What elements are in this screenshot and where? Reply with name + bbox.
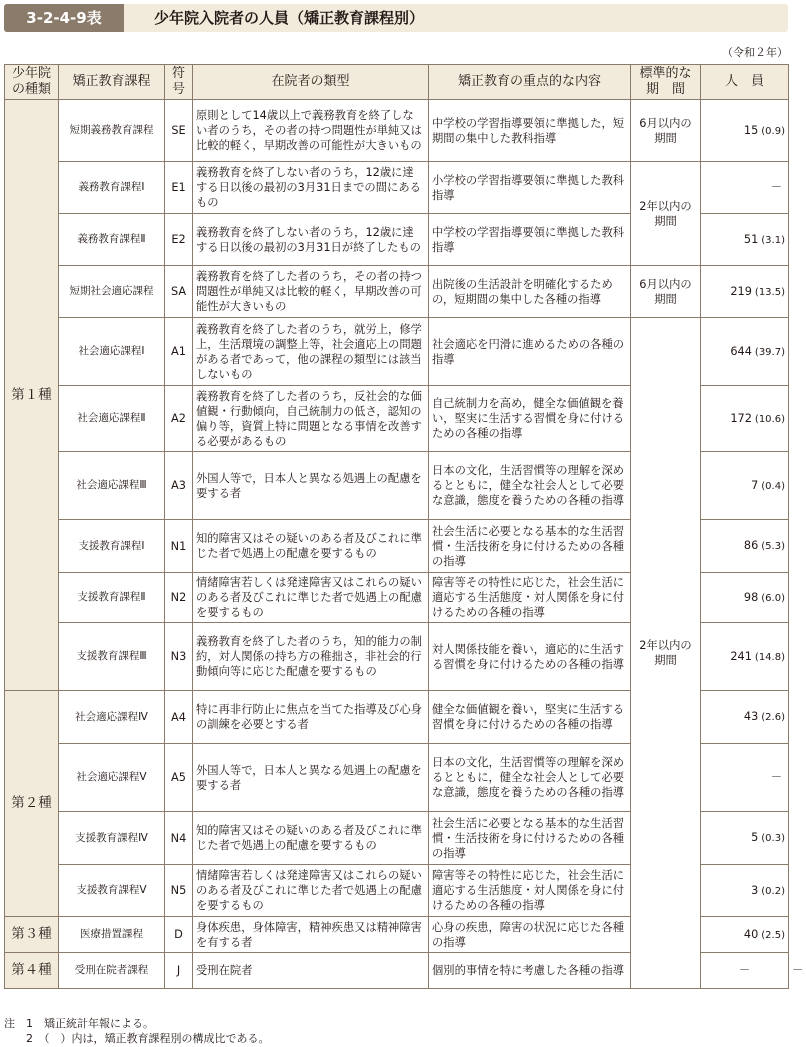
course-cell: 義務教育課程Ⅰ [59, 162, 165, 214]
period-cell: 2年以内の期間 [631, 318, 701, 989]
count-value: 86 [743, 539, 759, 552]
category-cell: 身体疾患，身体障害，精神疾患又は精神障害を有する者 [193, 917, 429, 953]
period-cell: 6月以内の期間 [631, 100, 701, 162]
code-cell: N4 [165, 812, 193, 865]
focus-cell: 健全な価値観を養い，堅実に生活する習慣を身に付けるための各種の指導 [429, 691, 631, 744]
count-pct: (13.5) [754, 286, 785, 298]
header-period: 標準的な期 間 [631, 65, 701, 100]
course-cell: 支援教育課程Ⅳ [59, 812, 165, 865]
count-cell [701, 812, 789, 865]
focus-cell: 小学校の学習指導要領に準拠した教科指導 [429, 162, 631, 214]
course-cell: 医療措置課程 [59, 917, 165, 953]
course-cell: 支援教育課程Ⅰ [59, 520, 165, 573]
type-cell: 第３種 [5, 917, 59, 953]
count-value: 644 [730, 344, 752, 358]
code-cell: N5 [165, 865, 193, 917]
focus-cell: 中学校の学習指導要領に準拠した教科指導 [429, 214, 631, 266]
category-cell: 義務教育を終了しない者のうち，12歳に達する日以後の最初の3月31日までの間にあるもの [193, 162, 429, 214]
year-label: （令和２年） [722, 46, 788, 59]
count-pct: (0.3) [761, 833, 785, 844]
header-focus: 矯正教育の重点的な内容 [429, 65, 631, 100]
header-count: 人 員 [701, 65, 789, 100]
count-value: 43 [743, 710, 759, 723]
count-pct: (2.5) [761, 929, 785, 941]
header-code: 符号 [165, 65, 193, 100]
count-pct: (14.8) [754, 651, 785, 663]
category-cell: 外国人等で，日本人と異なる処遇上の配慮を要する者 [193, 452, 429, 520]
count-value: － [792, 963, 804, 977]
table-title: 少年院入院者の人員（矯正教育課程別） [154, 9, 425, 27]
count-value: 15 [743, 123, 759, 137]
category-cell: 義務教育を終了した者のうち，就労上，修学上，生活環境の調整上等，社会適応上の問題がある者であって，他の課程の類型には該当しないもの [193, 318, 429, 386]
count-cell [701, 691, 789, 744]
count-value: 219 [730, 284, 752, 298]
category-cell: 特に再非行防止に焦点を当てた指導及び心身の訓練を必要とする者 [193, 691, 429, 744]
course-cell: 支援教育課程Ⅲ [59, 623, 165, 691]
code-cell: N2 [165, 573, 193, 623]
course-cell: 社会適応課程Ⅲ [59, 452, 165, 520]
period-cell: 2年以内の期間 [631, 162, 701, 266]
footnote: 2 （ ）内は，矯正教育課程別の構成比である。 [4, 1032, 270, 1045]
count-value: 5 [751, 831, 759, 844]
count-cell [701, 100, 789, 162]
count-value: － [770, 180, 782, 194]
code-cell: A2 [165, 386, 193, 452]
footnotes [4, 1016, 270, 1046]
count-pct: (0.9) [761, 125, 785, 137]
course-cell: 短期義務教育課程 [59, 100, 165, 162]
count-cell [701, 162, 789, 214]
count-value: － [770, 770, 782, 784]
type-cell: 第１種 [5, 100, 59, 691]
count-cell [701, 214, 789, 266]
focus-cell: 障害等その特性に応じた，社会生活に適応する生活態度・対人関係を身に付けるための各種の指導 [429, 865, 631, 917]
footnote: 注 1 矯正統計年報による。 [4, 1017, 154, 1030]
count-cell [701, 573, 789, 623]
count-cell [701, 917, 789, 953]
count-cell [701, 318, 789, 386]
count-value: 51 [743, 232, 759, 246]
focus-cell: 社会生活に必要となる基本的な生活習慣・生活技術を身に付けるための各種の指導 [429, 520, 631, 573]
table-row [5, 100, 789, 162]
count-cell [701, 266, 789, 318]
focus-cell: 中学校の学習指導要領に準拠した，短期間の集中した教科指導 [429, 100, 631, 162]
category-cell: 情緒障害若しくは発達障害又はこれらの疑いのある者及びこれに準じた者で処遇上の配慮を要するもの [193, 865, 429, 917]
count-pct: (39.7) [754, 346, 785, 358]
count-pct: (2.6) [761, 712, 785, 723]
type-cell: 第４種 [5, 953, 59, 989]
code-cell: A4 [165, 691, 193, 744]
course-cell: 支援教育課程Ⅴ [59, 865, 165, 917]
focus-cell: 出院後の生活設計を明確化するための，短期間の集中した各種の指導 [429, 266, 631, 318]
focus-cell: 社会適応を円滑に進めるための各種の指導 [429, 318, 631, 386]
table-id: 3-2-4-9表 [4, 4, 124, 32]
code-cell: A5 [165, 744, 193, 812]
count-value: 7 [751, 478, 759, 492]
code-cell: A3 [165, 452, 193, 520]
course-cell: 義務教育課程Ⅱ [59, 214, 165, 266]
count-cell [701, 386, 789, 452]
code-cell: J [165, 953, 193, 989]
table-row [5, 318, 789, 386]
count-value: 3 [751, 883, 759, 897]
code-cell: N1 [165, 520, 193, 573]
category-cell: 受刑在院者 [193, 953, 429, 989]
category-cell: 義務教育を終了した者のうち，反社会的な価値観・行動傾向，自己統制力の低さ，認知の偏り等，資質上特に問題となる事情を改善する必要があるもの [193, 386, 429, 452]
category-cell: 義務教育を終了した者のうち，その者の持つ問題性が単純又は比較的軽く，早期改善の可能性が大きいもの [193, 266, 429, 318]
category-cell: 知的障害又はその疑いのある者及びこれに準じた者で処遇上の配慮を要するもの [193, 520, 429, 573]
category-cell: 知的障害又はその疑いのある者及びこれに準じた者で処遇上の配慮を要するもの [193, 812, 429, 865]
table-row [5, 266, 789, 318]
code-cell: SE [165, 100, 193, 162]
count-cell [701, 452, 789, 520]
count-pct: (0.4) [761, 480, 785, 492]
code-cell: E2 [165, 214, 193, 266]
code-cell: A1 [165, 318, 193, 386]
category-cell: 外国人等で，日本人と異なる処遇上の配慮を要する者 [193, 744, 429, 812]
course-cell: 受刑在院者課程 [59, 953, 165, 989]
course-cell: 社会適応課程Ⅱ [59, 386, 165, 452]
count-value: 172 [730, 411, 752, 425]
count-pct: (5.3) [761, 541, 785, 552]
count-pct: (6.0) [761, 592, 785, 604]
count-pct: (10.6) [754, 413, 785, 425]
course-cell: 社会適応課程Ⅰ [59, 318, 165, 386]
count-value: 40 [743, 927, 759, 941]
header-course: 矯正教育課程 [59, 65, 165, 100]
focus-cell: 日本の文化，生活習慣等の理解を深めるとともに，健全な社会人として必要な意識，態度を養うための各種の指導 [429, 452, 631, 520]
type-cell: 第２種 [5, 691, 59, 917]
focus-cell: 障害等その特性に応じた，社会生活に適応する生活態度・対人関係を身に付けるための各種の指導 [429, 573, 631, 623]
code-cell: SA [165, 266, 193, 318]
period-cell: － [701, 953, 789, 989]
category-cell: 義務教育を終了した者のうち，知的能力の制約，対人関係の持ち方の稚拙さ，非社会的行動傾向等に応じた配慮を要するもの [193, 623, 429, 691]
category-cell: 情緒障害若しくは発達障害又はこれらの疑いのある者及びこれに準じた者で処遇上の配慮を要するもの [193, 573, 429, 623]
count-pct: (0.2) [761, 885, 785, 897]
count-cell [701, 520, 789, 573]
header-row [5, 65, 789, 100]
count-cell [701, 744, 789, 812]
header-category: 在院者の類型 [193, 65, 429, 100]
code-cell: N3 [165, 623, 193, 691]
course-cell: 社会適応課程Ⅴ [59, 744, 165, 812]
table-row [5, 162, 789, 214]
header-type: 少年院の種類 [5, 65, 59, 100]
main-table [4, 64, 804, 989]
course-cell: 支援教育課程Ⅱ [59, 573, 165, 623]
code-cell: E1 [165, 162, 193, 214]
focus-cell: 自己統制力を高め，健全な価値観を養い，堅実に生活する習慣を身に付けるための各種の指導 [429, 386, 631, 452]
category-cell: 原則として14歳以上で義務教育を終了しない者のうち，その者の持つ問題性が単純又は比較的軽く，早期改善の可能性が大きいもの [193, 100, 429, 162]
focus-cell: 個別的事情を特に考慮した各種の指導 [429, 953, 631, 989]
count-value: 241 [730, 649, 752, 663]
course-cell: 短期社会適応課程 [59, 266, 165, 318]
focus-cell: 心身の疾患，障害の状況に応じた各種の指導 [429, 917, 631, 953]
focus-cell: 日本の文化，生活習慣等の理解を深めるとともに，健全な社会人として必要な意識，態度を養うための各種の指導 [429, 744, 631, 812]
focus-cell: 対人関係技能を養い，適応的に生活する習慣を身に付けるための各種の指導 [429, 623, 631, 691]
focus-cell: 社会生活に必要となる基本的な生活習慣・生活技術を身に付けるための各種の指導 [429, 812, 631, 865]
category-cell: 義務教育を終了しない者のうち，12歳に達する日以後の最初の3月31日が終了したもの [193, 214, 429, 266]
table-title-bar [4, 4, 788, 32]
count-pct: (3.1) [761, 234, 785, 246]
count-value: 98 [743, 590, 759, 604]
count-cell [701, 865, 789, 917]
course-cell: 社会適応課程Ⅳ [59, 691, 165, 744]
period-cell: 6月以内の期間 [631, 266, 701, 318]
code-cell: D [165, 917, 193, 953]
count-cell [701, 623, 789, 691]
